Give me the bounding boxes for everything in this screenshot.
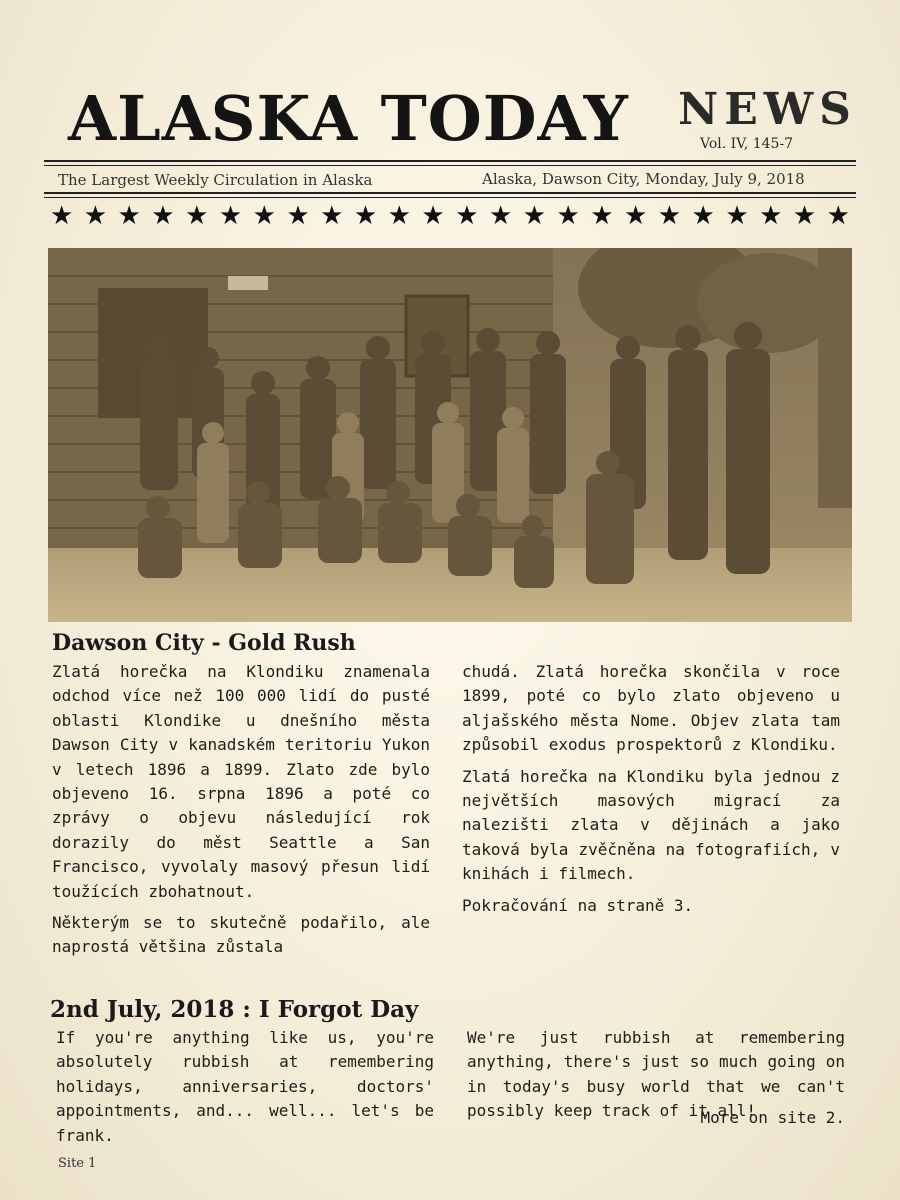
divider-rule [44,197,856,198]
star-icon: ★ [252,201,276,231]
star-icon: ★ [657,201,682,231]
group-photo [48,248,852,622]
star-icon: ★ [725,201,749,231]
star-icon: ★ [151,201,175,231]
star-icon: ★ [522,201,547,231]
volume-number: Vol. IV, 145-7 [700,136,794,152]
star-icon: ★ [556,201,580,231]
star-icon: ★ [387,201,411,231]
star-icon: ★ [826,201,850,231]
masthead [40,78,860,158]
divider-rule [44,192,856,194]
star-icon: ★ [185,201,209,231]
star-icon: ★ [590,201,614,231]
star-icon: ★ [759,201,783,231]
article-headline: 2nd July, 2018 : I Forgot Day [50,996,419,1023]
group-photo-illustration [48,248,852,622]
star-icon: ★ [50,201,74,231]
star-icon: ★ [421,201,445,231]
article-column [52,660,430,967]
news-label: NEWS [678,84,857,135]
star-icon: ★ [320,201,344,231]
article-paragraph: We're just rubbish at remembering anything, there's just so much going on in today's busy world that we can't possibly keep track of it all! [467,1028,845,1121]
continued-note: Pokračování na straně 3. [462,895,694,915]
star-icon: ★ [455,201,479,231]
tagline: The Largest Weekly Circulation in Alaska [58,171,373,189]
star-icon: ★ [624,201,648,231]
article-paragraph: Zlatá horečka na Klondiku znamenala odchod více než 100 000 lidí do pusté oblasti Klondike u dnešního města Dawson City v kanadském teritoriu Yukon v letech 1896 a 1899. Zlato zde bylo objeveno 16. srpna 1896 a poté co zprávy o objevu následující rok dorazily do měst Seattle a San Francisco, vyvolaly masový přesun lidí toužících zbohatnout. [52,662,430,901]
star-icon: ★ [353,201,378,231]
article-paragraph: Zlatá horečka na Klondiku byla jednou z největších masových migrací za nalezišti zlata v dějinách a jako taková byla zvěčněna na fotografiích, v knihách i filmech. [462,766,840,884]
star-icon: ★ [792,201,817,231]
star-icon: ★ [218,201,243,231]
star-icon: ★ [83,201,108,231]
star-icon: ★ [117,201,141,231]
article-paragraph: Některým se to skutečně podařilo, ale naprostá většina zůstala [52,913,430,957]
page-number: Site 1 [58,1156,97,1171]
article-paragraph: If you're anything like us, you're absolutely rubbish at remembering holidays, anniversaries, doctors' appointments, and... well... let's be frank. [56,1028,434,1145]
divider-rule [44,165,856,166]
star-icon: ★ [691,201,715,231]
dateline: Alaska, Dawson City, Monday, July 9, 2018 [482,170,805,188]
continued-note: More on site 2. [700,1108,845,1128]
article-column [56,1026,434,1155]
article-column [467,1026,845,1131]
article-headline: Dawson City - Gold Rush [52,630,356,656]
star-icon: ★ [488,201,513,231]
newspaper-title: ALASKA TODAY [68,82,629,155]
star-border [44,200,856,232]
divider-rule [44,160,856,162]
star-icon: ★ [286,201,310,231]
article-paragraph: chudá. Zlatá horečka skončila v roce 1899, poté co bylo zlato objeveno u aljašského města Nome. Objev zlata tam způsobil exodus prospektorů z Klondiku. [462,662,840,755]
article-column [462,660,840,925]
